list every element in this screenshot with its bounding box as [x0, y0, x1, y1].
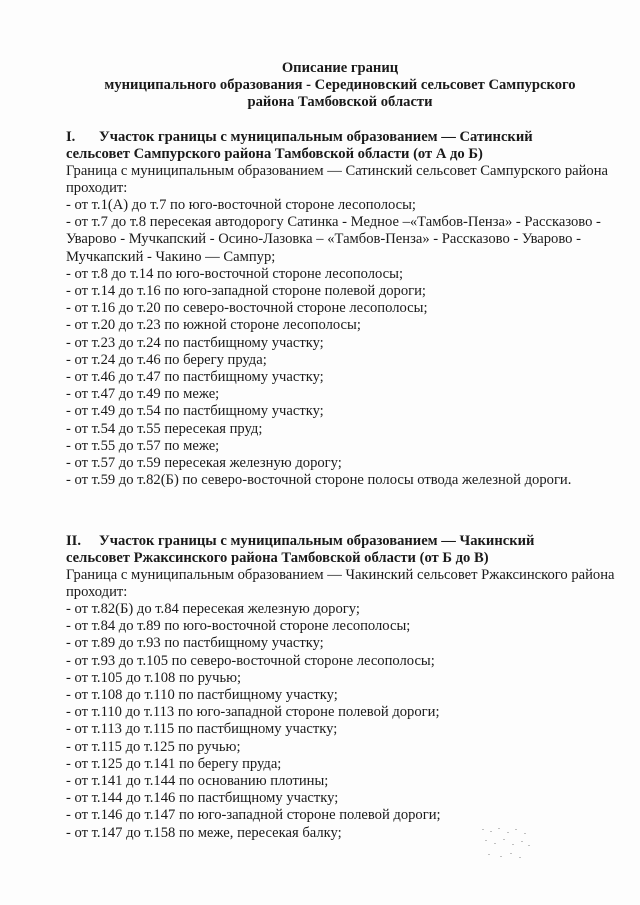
- document-title-line-3: района Тамбовской области: [247, 94, 433, 110]
- boundary-segment-item: - от т.16 до т.20 по северо-восточной стороне лесополосы;: [66, 300, 428, 317]
- boundary-segment-item: - от т.46 до т.47 по пастбищному участку;: [66, 369, 324, 386]
- boundary-segment-item: - от т.49 до т.54 по пастбищному участку;: [66, 403, 324, 420]
- boundary-segment-item: - от т.105 до т.108 по ручью;: [66, 669, 242, 686]
- boundary-segment-item: - от т.57 до т.59 пересекая железную дорогу;: [66, 455, 342, 472]
- document-title-line-2: муниципального образования - Серединовский сельсовет Сампурского: [104, 77, 576, 93]
- boundary-segment-item: - от т.84 до т.89 по юго-восточной стороне лесополосы;: [66, 618, 411, 635]
- scan-noise-decoration: [480, 826, 532, 862]
- boundary-segment-item: - от т.59 до т.82(Б) по северо-восточной стороне полосы отвода железной дороги.: [66, 472, 572, 489]
- section-1-number: I.: [66, 129, 76, 145]
- boundary-segment-item: - от т.113 до т.115 по пастбищному участку;: [66, 721, 338, 738]
- boundary-segment-item: - от т.144 до т.146 по пастбищному участку;: [66, 790, 339, 807]
- boundary-segment-item: - от т.8 до т.14 по юго-восточной стороне лесополосы;: [66, 265, 404, 282]
- section-2-intro: Граница с муниципальным образованием — Чакинский сельсовет Ржаксинского района проходит:: [66, 567, 615, 601]
- boundary-segment-item: - от т.125 до т.141 по берегу пруда;: [66, 755, 282, 772]
- boundary-segment-item: - от т.89 до т.93 по пастбищному участку;: [66, 635, 324, 652]
- section-2-item-list: [66, 601, 626, 842]
- boundary-segment-item: - от т.1(А) до т.7 по юго-восточной стороне лесополосы;: [66, 197, 416, 213]
- boundary-segment-item: - от т.141 до т.144 по основанию плотины;: [66, 773, 329, 790]
- boundary-segment-item: - от т.115 до т.125 по ручью;: [66, 738, 241, 755]
- boundary-segment-item: - от т.147 до т.158 по меже, пересекая балку;: [66, 824, 342, 841]
- boundary-segment-item: - от т.47 до т.49 по меже;: [66, 386, 220, 403]
- document-title-line-1: Описание границ: [281, 60, 399, 76]
- boundary-segment-item: - от т.24 до т.46 по берегу пруда;: [66, 351, 267, 368]
- boundary-segment-item: - от т.146 до т.147 по юго-западной стороне полевой дороги;: [66, 807, 441, 824]
- section-1-heading: [66, 129, 626, 146]
- boundary-segment-item: - от т.54 до т.55 пересекая пруд;: [66, 420, 263, 437]
- section-1-heading-line-2: сельсовет Сампурского района Тамбовской области (от А до Б): [66, 146, 483, 162]
- section-2-heading: [66, 533, 626, 550]
- boundary-segment-item: - от т.93 до т.105 по северо-восточной стороне лесополосы;: [66, 652, 435, 669]
- section-1-item-list: [66, 197, 626, 489]
- section-2-heading-line-2: сельсовет Ржаксинского района Тамбовской области (от Б до В): [66, 550, 489, 566]
- section-2-heading-line-1: Участок границы с муниципальным образованием — Чакинский: [99, 533, 535, 549]
- boundary-segment-item: - от т.20 до т.23 по южной стороне лесополосы;: [66, 317, 361, 334]
- boundary-segment-item: - от т.23 до т.24 по пастбищному участку;: [66, 334, 324, 351]
- boundary-segment-item: - от т.110 до т.113 по юго-западной стороне полевой дороги;: [66, 704, 440, 721]
- boundary-segment-item: - от т.55 до т.57 по меже;: [66, 437, 220, 454]
- section-1-heading-line-1: Участок границы с муниципальным образованием — Сатинский: [99, 129, 533, 145]
- boundary-segment-item: - от т.108 до т.110 по пастбищному участку;: [66, 687, 338, 704]
- section-1-intro: Граница с муниципальным образованием — Сатинский сельсовет Сампурского района проходит:: [66, 163, 608, 197]
- section-2-number: II.: [66, 533, 82, 549]
- boundary-segment-item: - от т.82(Б) до т.84 пересекая железную дорогу;: [66, 601, 360, 617]
- boundary-segment-item: - от т.14 до т.16 по юго-западной стороне полевой дороги;: [66, 283, 426, 300]
- boundary-segment-item: - от т.7 до т.8 пересекая автодорогу Сатинка - Медное –«Тамбов-Пенза» - Рассказово - Уварово - Мучкапский - Осино-Лазовка – «Тамбов-Пенза» - Рассказово - Уварово - Мучкапский - Чакино — Сампур;: [66, 214, 601, 265]
